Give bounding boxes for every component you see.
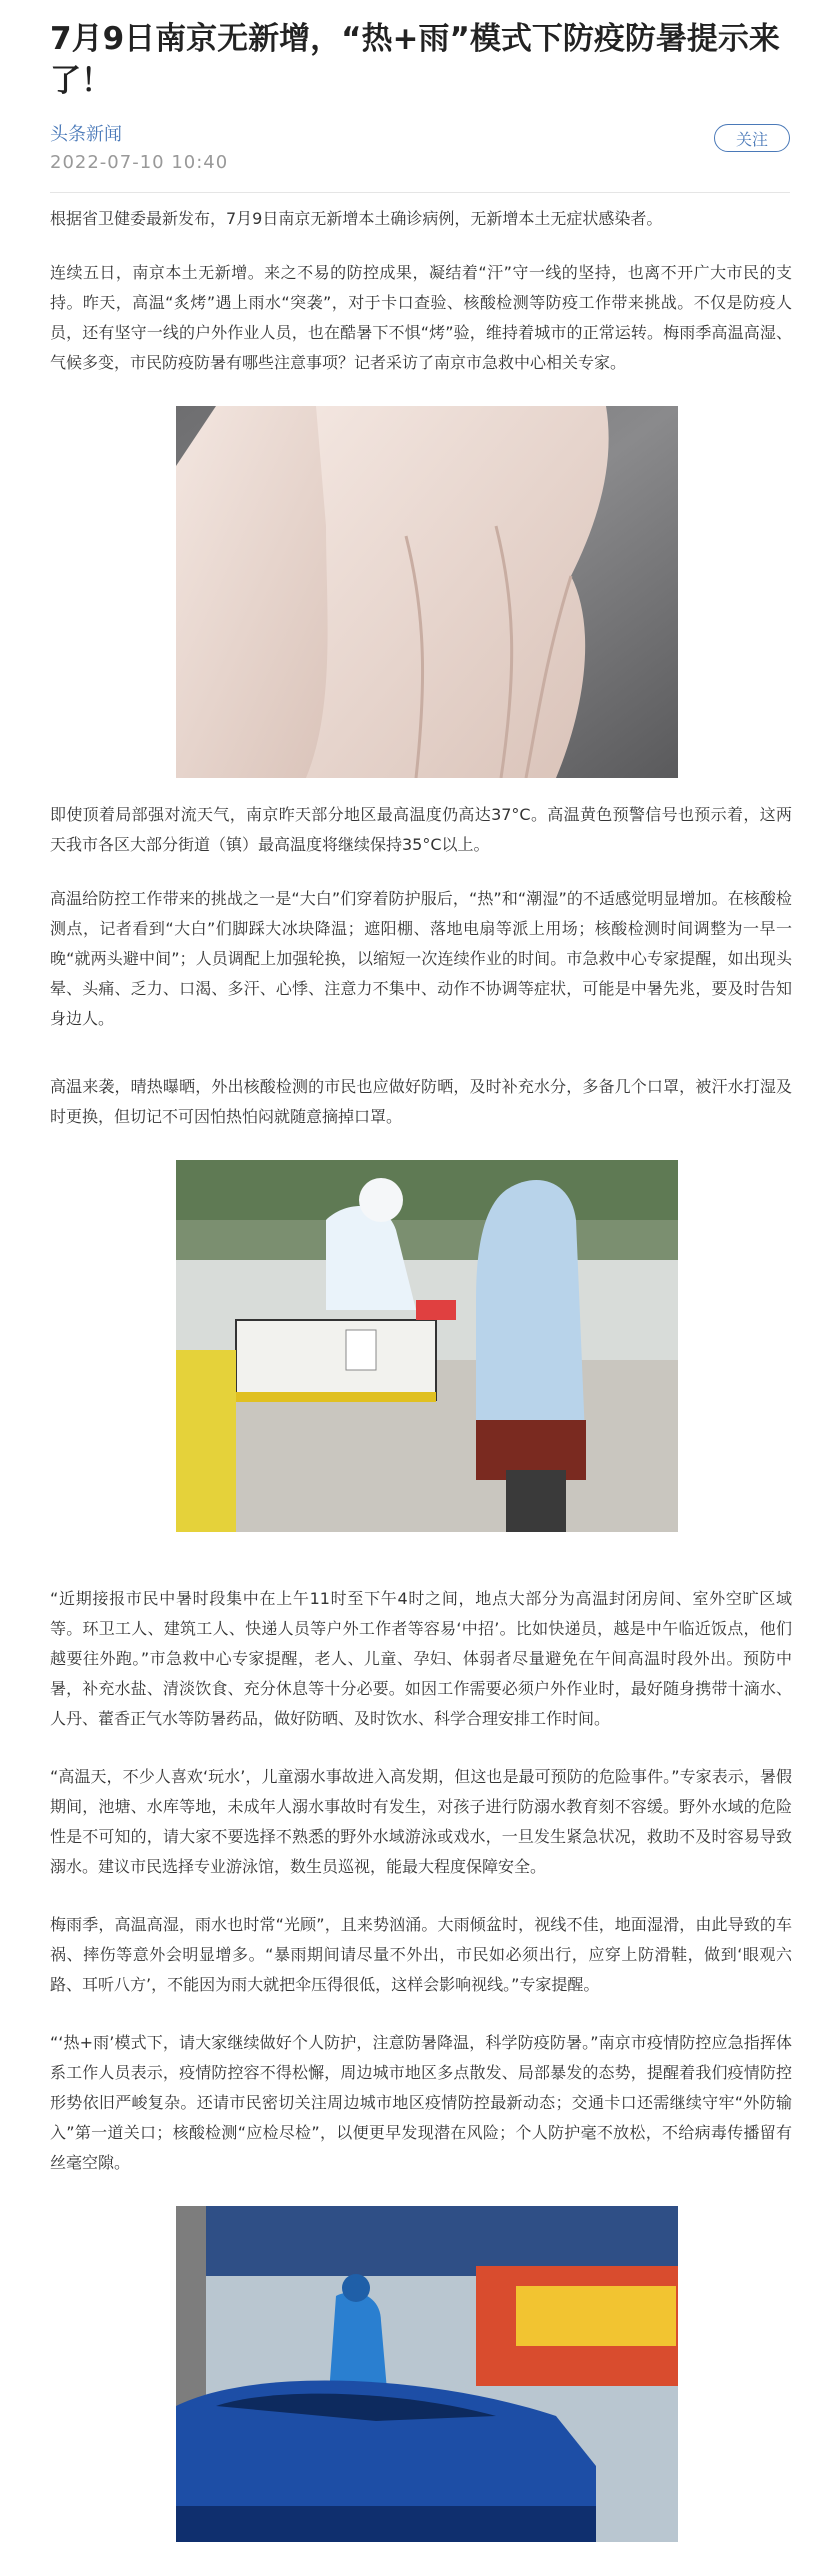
gloved-hand-photo [176, 406, 678, 778]
article-meta [50, 120, 790, 180]
paragraph: 根据省卫健委最新发布，7月9日南京无新增本土确诊病例，无新增本土无症状感染者。 [50, 209, 663, 228]
paragraph: 梅雨季，高温高湿，雨水也时常“光顾”，且来势汹涌。大雨倾盆时，视线不佳，地面湿滑，由此导致的车祸、摔伤等意外会明显增多。“暴雨期间请尽量不外出，市民如必须出行，应穿上防滑鞋，做到‘眼观六路、耳听八方’，不能因为雨大就把伞压得很低，这样会影响视线。”专家提醒。 [50, 1915, 792, 1994]
paragraph: “近期接报市民中暑时段集中在上午11时至下午4时之间，地点大部分为高温封闭房间、室外空旷区域等。环卫工人、建筑工人、快递人员等户外工作者等容易‘中招’。比如快递员，越是中午临近饭点，他们越要往外跑。”市急救中心专家提醒，老人、儿童、孕妇、体弱者尽量避免在午间高温时段外出。预防中暑，补充水盐、清淡饮食、充分休息等十分必要。如因工作需要必须户外作业时，最好随身携带十滴水、人丹、藿香正气水等防暑药品，做好防晒、及时饮水、科学合理安排工作时间。 [50, 1589, 792, 1728]
paragraph: 高温给防控工作带来的挑战之一是“大白”们穿着防护服后，“热”和“潮湿”的不适感觉明显增加。在核酸检测点，记者看到“大白”们脚踩大冰块降温；遮阳棚、落地电扇等派上用场；核酸检测时间调整为一早一晚“就两头避中间”；人员调配上加强轮换，以缩短一次连续作业的时间。市急救中心专家提醒，如出现头晕、头痛、乏力、口渴、多汗、心悸、注意力不集中、动作不协调等症状，可能是中暑先兆，要及时告知身边人。 [50, 889, 792, 1028]
divider [50, 192, 790, 193]
paragraph: 连续五日，南京本土无新增。来之不易的防控成果，凝结着“汗”守一线的坚持，也离不开广大市民的支持。昨天，高温“炙烤”遇上雨水“突袭”，对于卡口查验、核酸检测等防疫工作带来挑战。不仅是防疫人员，还有坚守一线的户外作业人员，也在酷暑下不惧“烤”验，维持着城市的正常运转。梅雨季高温高湿、气候多变，市民防疫防暑有哪些注意事项？记者采访了南京市急救中心相关专家。 [50, 263, 792, 372]
traffic-checkpoint-photo [176, 2206, 678, 2542]
paragraph: 高温来袭，晴热曝晒，外出核酸检测的市民也应做好防晒，及时补充水分，多备几个口罩，被汗水打湿及时更换，但切记不可因怕热怕闷就随意摘掉口罩。 [50, 1077, 792, 1126]
source-link[interactable]: 头条新闻 [50, 124, 122, 145]
paragraph: 即使顶着局部强对流天气，南京昨天部分地区最高温度仍高达37°C。高温黄色预警信号也预示着，这两天我市各区大部分街道（镇）最高温度将继续保持35°C以上。 [50, 805, 792, 854]
paragraph: “‘热+雨’模式下，请大家继续做好个人防护，注意防暑降温，科学防疫防暑。”南京市疫情防控应急指挥体系工作人员表示，疫情防控容不得松懈，周边城市地区多点散发、局部暴发的态势，提醒着我们疫情防控形势依旧严峻复杂。还请市民密切关注周边城市地区疫情防控最新动态；交通卡口还需继续守牢“外防输入”第一道关口；核酸检测“应检尽检”，以便更早发现潜在风险；个人防护毫不放松，不给病毒传播留有丝毫空隙。 [50, 2033, 792, 2172]
nucleic-acid-testing-photo [176, 1160, 678, 1532]
publish-time: 2022-07-10 10:40 [50, 152, 229, 173]
article-title: 7月9日南京无新增，“热+雨”模式下防疫防暑提示来了！ [50, 21, 780, 99]
follow-button[interactable]: 关注 [714, 124, 790, 152]
paragraph: “高温天，不少人喜欢‘玩水’，儿童溺水事故进入高发期，但这也是最可预防的危险事件。”专家表示，暑假期间，池塘、水库等地，未成年人溺水事故时有发生，对孩子进行防溺水教育刻不容缓。野外水域的危险性是不可知的，请大家不要选择不熟悉的野外水域游泳或戏水，一旦发生紧急状况，救助不及时容易导致溺水。建议市民选择专业游泳馆，数生员巡视，能最大程度保障安全。 [50, 1767, 792, 1876]
